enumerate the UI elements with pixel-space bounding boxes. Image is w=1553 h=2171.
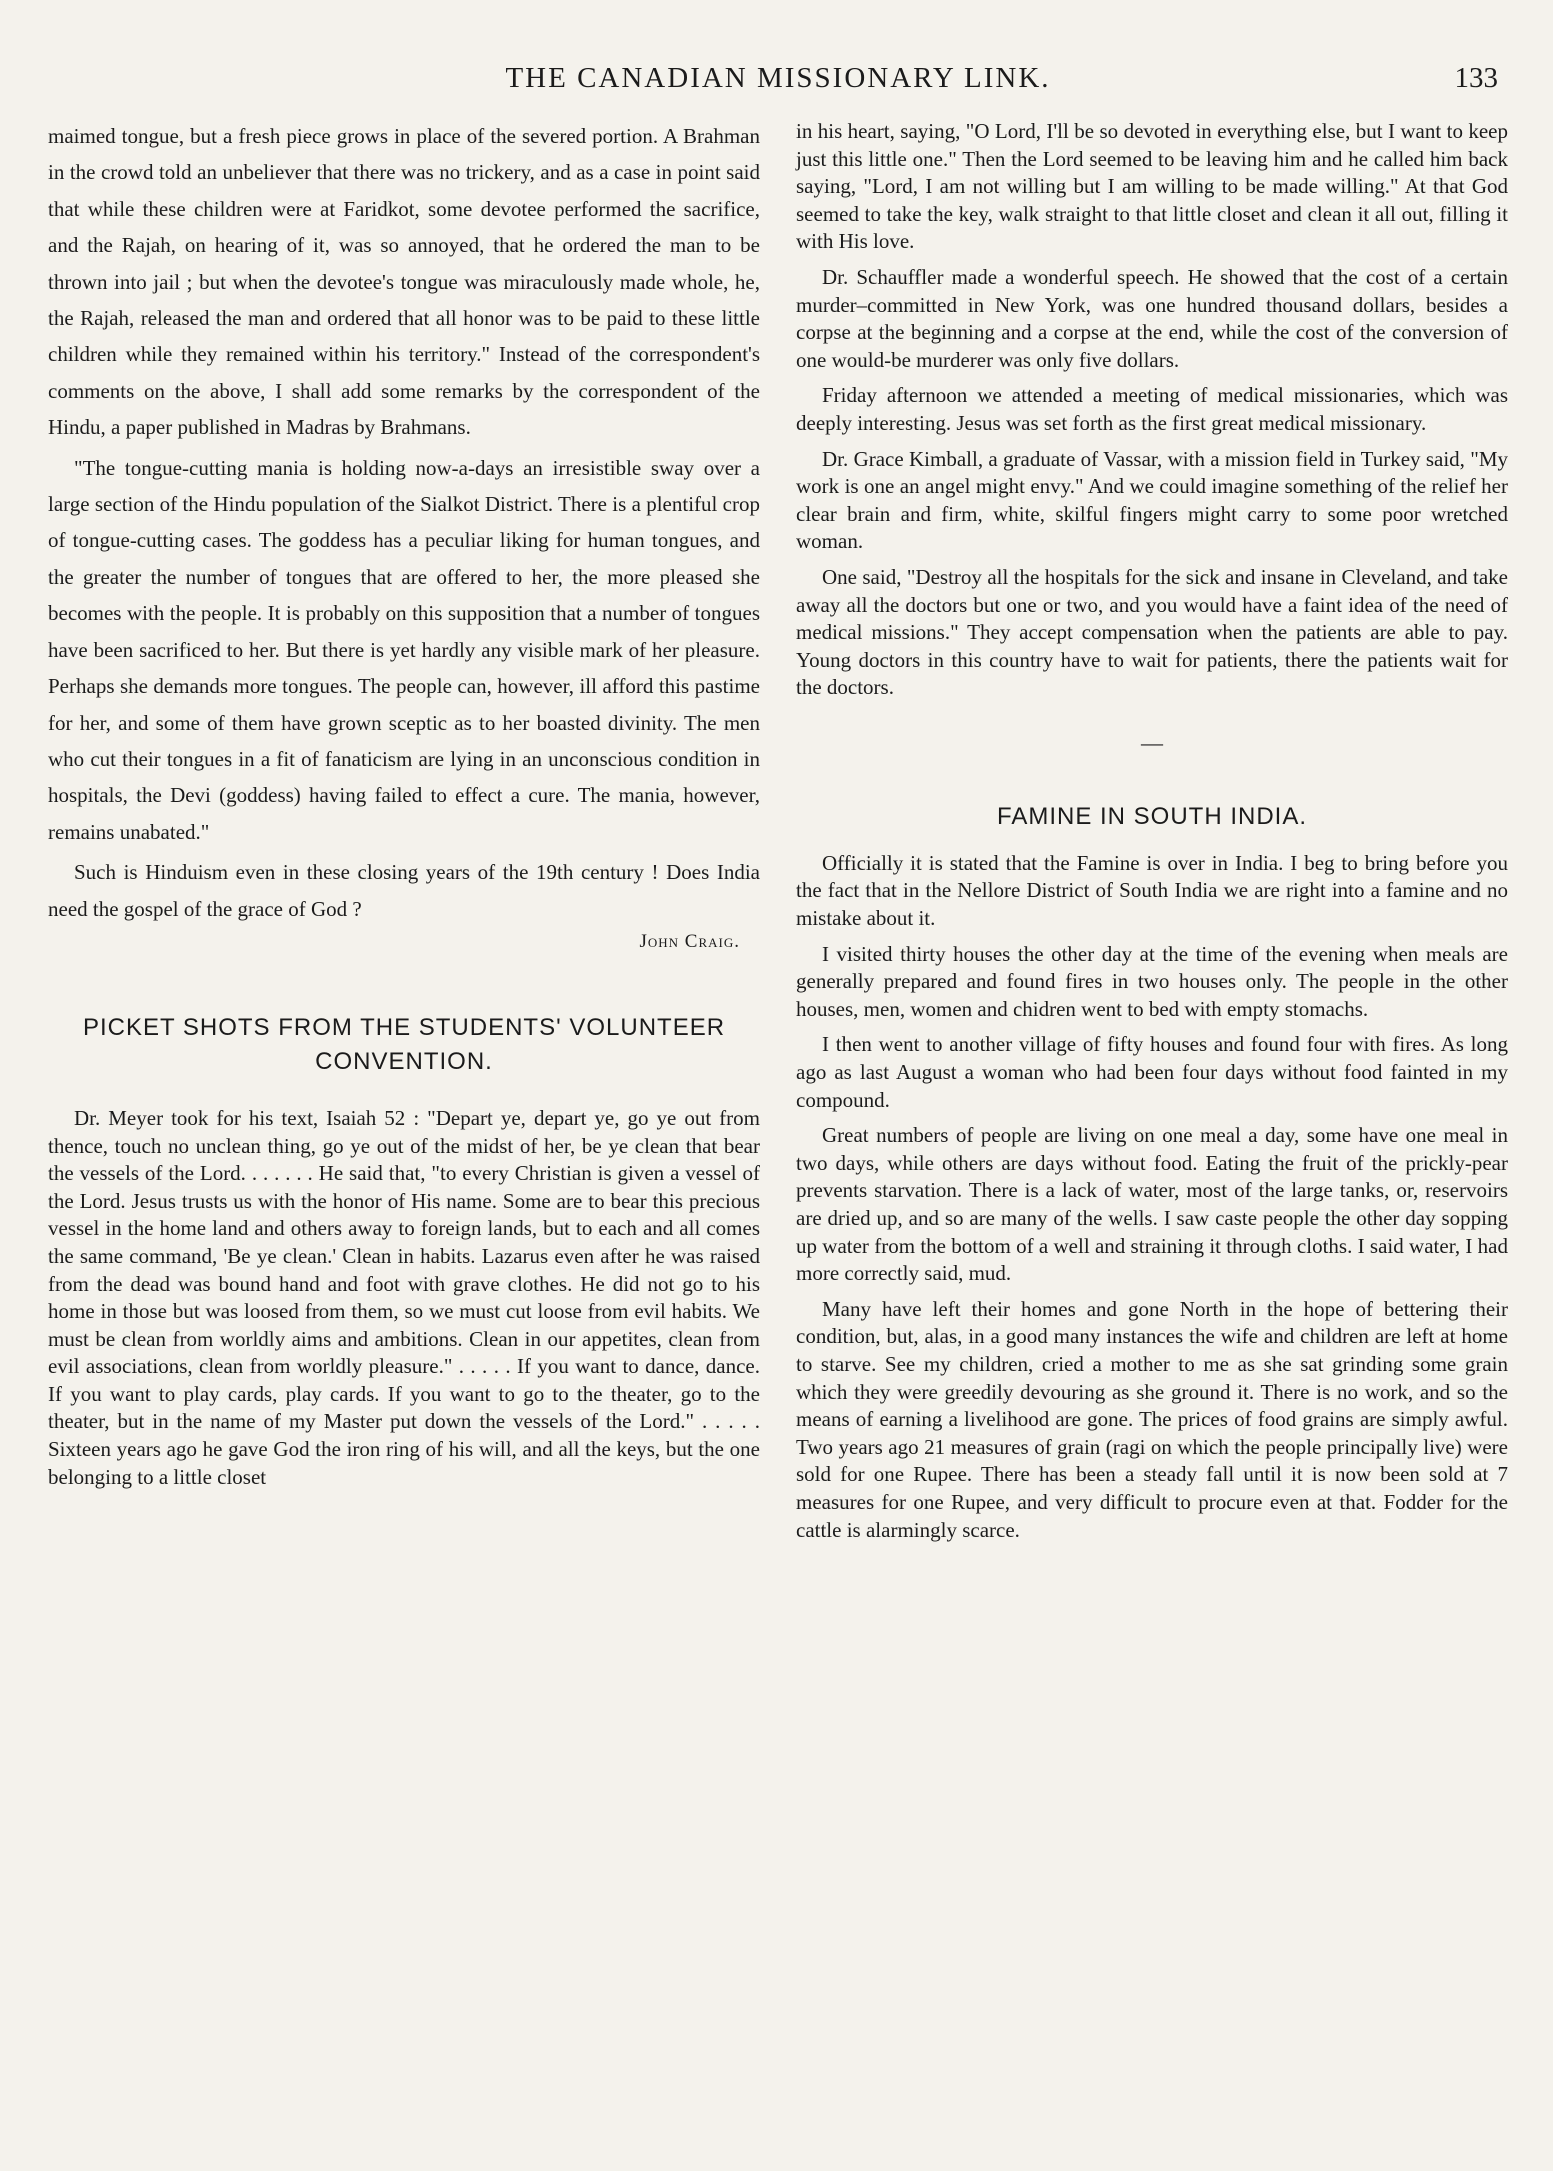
paragraph: Great numbers of people are living on one meal a day, some have one meal in two days, while others are days without food. Eating the fruit of the prickly-pear prevents starvation. There is a lack of water, most of the large tanks, or, reservoirs are dried up, and so are many of the wells. I saw caste people the other day sopping up water from the bottom of a well and straining it through cloths. I said water, I had more correctly said, mud. xyxy=(796,1123,1508,1286)
paragraph: Dr. Meyer took for his text, Isaiah 52 : "Depart ye, depart ye, go ye out from thence, touch no unclean thing, go ye out of the midst of her, be ye clean that bear the vessels of the Lord. . . . . . . He said that, "to every Christian is given a vessel of the Lord. Jesus trusts us with the honor of His name. Some are to bear this precious vessel in the home land and others away to foreign lands, but to each and all comes the same command, 'Be ye clean.' Clean in habits. Lazarus even after he was raised from the dead was bound hand and foot with grave clothes. He did not go to his home in those but was loosed from them, so we must cut loose from evil habits. We must be clean from worldly aims and ambitions. Clean in our appetites, clean from evil associations, clean from worldly pleasure." . . . . . If you want to dance, dance. If you want to play cards, play cards. If you want to go to the theater, go to the theater, but in the name of my Master put down the vessels of the Lord." . . . . . Sixteen years ago he gave God the iron ring of his will, and all the keys, but the one belonging to a little closet xyxy=(48,1105,760,1489)
paragraph: "The tongue-cutting mania is holding now-a-days an irresistible sway over a large section of the Hindu population of the Sialkot District. There is a plentiful crop of tongue-cutting cases. The goddess has a peculiar liking for human tongues, and the greater the number of tongues that are offered to her, the more pleased she becomes with the people. It is probably on this supposition that a number of tongues have been sacrificed to her. But there is yet hardly any visible mark of her pleasure. Perhaps she demands more tongues. The people can, however, ill afford this pastime for her, and some of them have grown sceptic as to her boasted divinity. The men who cut their tongues in a fit of fanaticism are lying in an unconscious condition in hospitals, the Devi (goddess) having failed to effect a cure. The mania, however, remains unabated." xyxy=(48,455,760,844)
paragraph: I then went to another village of fifty houses and found four with fires. As long ago as last August a woman who had been four days without food fainted in my compound. xyxy=(796,1032,1508,1112)
paragraph: Such is Hinduism even in these closing years of the 19th century ! Does India need the gospel of the grace of God ? xyxy=(48,860,760,921)
paragraph: Dr. Grace Kimball, a graduate of Vassar, with a mission field in Turkey said, "My work is one an angel might envy." And we could imagine something of the relief her clear brain and firm, white, skilful fingers might carry to some poor wretched woman. xyxy=(796,446,1508,554)
left-column xyxy=(48,118,760,1499)
paragraph: I visited thirty houses the other day at the time of the evening when meals are generally prepared and found fires in two houses only. The people in the other houses, men, women and chidren went to bed with empty stomachs. xyxy=(796,941,1508,1021)
paragraph: Officially it is stated that the Famine is over in India. I beg to bring before you the fact that in the Nellore District of South India we are right into a famine and no mistake about it. xyxy=(796,850,1508,931)
section-separator: — xyxy=(1141,729,1163,755)
article-heading: PICKET SHOTS FROM THE STUDENTS' VOLUNTEER CONVENTION. xyxy=(82,1013,726,1075)
page-number: 133 xyxy=(1454,62,1498,94)
article-heading: FAMINE IN SOUTH INDIA. xyxy=(996,802,1308,830)
paragraph: One said, "Destroy all the hospitals for the sick and insane in Cleveland, and take away all the doctors but one or two, and you would have a faint idea of the need of medical missions." They accept compensation when the patients are able to pay. Young doctors in this country have to wait for patients, there the patients wait for the doctors. xyxy=(796,564,1508,700)
publication-title: THE CANADIAN MISSIONARY LINK. xyxy=(505,62,1051,94)
paragraph: in his heart, saying, "O Lord, I'll be so devoted in everything else, but I want to keep just this little one." Then the Lord seemed to be leaving him and he called him back saying, "Lord, I am not willing but I am willing to be made willing." At that God seemed to take the key, walk straight to that little closet and clean it all out, filling it with His love. xyxy=(796,119,1508,254)
paragraph: Dr. Schauffler made a wonderful speech. He showed that the cost of a certain murder–committed in New York, was one hundred thousand dollars, besides a corpse at the beginning and a corpse at the end, while the cost of the conversion of one would-be murderer was only five dollars. xyxy=(796,264,1508,372)
author-signature: John Craig. xyxy=(639,930,740,952)
paragraph: maimed tongue, but a fresh piece grows in place of the severed portion. A Brahman in the crowd told an unbeliever that there was no trickery, and as a case in point said that while these children were at Faridkot, some devotee performed the sacrifice, and the Rajah, on hearing of it, was so annoyed, that he ordered the man to be thrown into jail ; but when the devotee's tongue was miraculously made whole, he, the Rajah, released the man and ordered that all honor was to be paid to these little children while they remained within his territory." Instead of the correspondent's comments on the above, I shall add some remarks by the correspondent of the Hindu, a paper published in Madras by Brahmans. xyxy=(48,124,760,440)
paragraph: Friday afternoon we attended a meeting of medical missionaries, which was deeply interesting. Jesus was set forth as the first great medical missionary. xyxy=(796,383,1508,435)
running-header xyxy=(48,62,1508,106)
paragraph: Many have left their homes and gone North in the hope of bettering their condition, but, alas, in a good many instances the wife and children are left at home to starve. See my children, cried a mother to me as she sat grinding some grain which they were greedily devouring as she ground it. There is no work, and so the means of earning a livelihood are gone. The prices of food grains are simply awful. Two years ago 21 measures of grain (ragi on which the people principally live) were sold for one Rupee. There has been a steady fall until it is now been sold at 7 measures for one Rupee, and very difficult to procure even at that. Fodder for the cattle is alarmingly scarce. xyxy=(796,1296,1508,1542)
right-column xyxy=(796,118,1508,1552)
